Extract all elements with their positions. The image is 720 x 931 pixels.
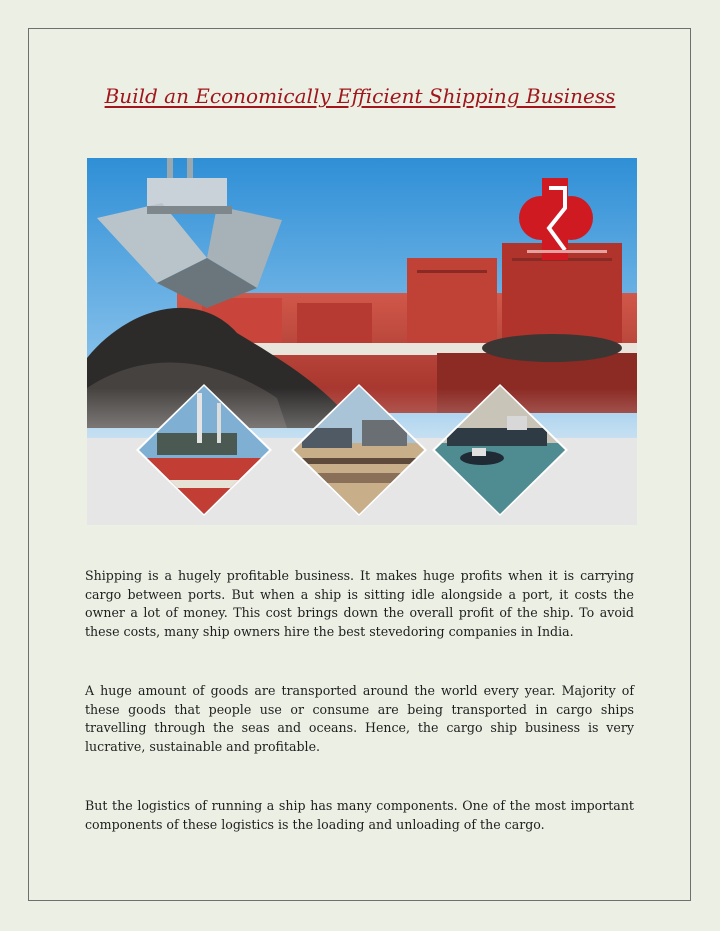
document-title: Build an Economically Efficient Shipping Business	[104, 84, 616, 108]
hero-image	[87, 158, 637, 525]
paragraph-1: Shipping is a hugely profitable business. It makes huge profits when it is carrying cargo between ports. But when a ship is sitting idle alongside a port, it costs the owner a lot of money. This cost brings down the overall profit of the ship. To avoid these costs, many ship owners hire the best stevedoring companies in India.	[85, 568, 634, 639]
paragraph-2: A huge amount of goods are transported around the world every year. Majority of these goods that people use or consume are being transported in cargo ships travelling through the seas and oceans. Hence, the cargo ship business is very lucrative, sustainable and profitable.	[85, 683, 634, 754]
paragraph-3: But the logistics of running a ship has many components. One of the most important components of these logistics is the loading and unloading of the cargo.	[85, 798, 634, 832]
